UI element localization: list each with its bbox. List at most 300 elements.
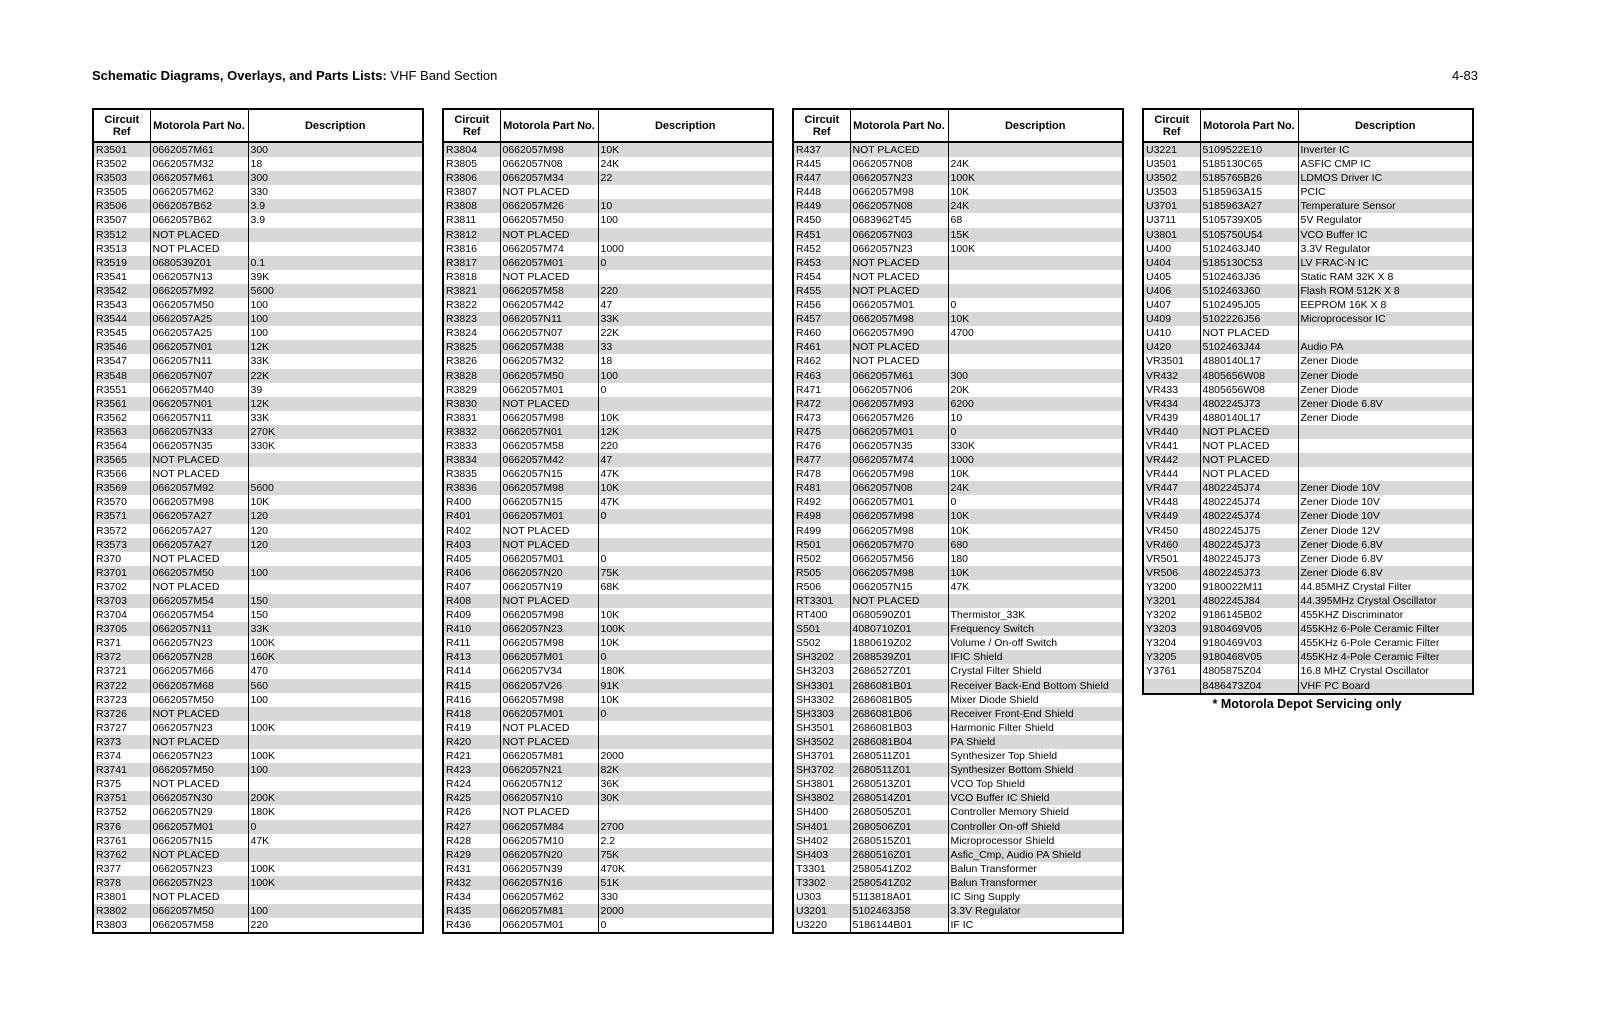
cell-circuit-ref: R431 <box>443 862 500 876</box>
table-row <box>1143 664 1473 678</box>
cell-part-no: NOT PLACED <box>850 354 948 368</box>
parts-table-3 <box>792 108 1124 934</box>
cell-part-no: 0662057M98 <box>850 467 948 481</box>
cell-part-no: NOT PLACED <box>500 228 598 242</box>
table-row <box>93 157 423 171</box>
cell-part-no: 1880619Z02 <box>850 636 948 650</box>
cell-part-no: 0662057N15 <box>500 495 598 509</box>
cell-description: Zener Diode <box>1298 411 1473 425</box>
cell-part-no: 2680511Z01 <box>850 763 948 777</box>
cell-part-no: 4080710Z01 <box>850 622 948 636</box>
table-row <box>1143 608 1473 622</box>
cell-circuit-ref: R432 <box>443 876 500 890</box>
table-row <box>93 566 423 580</box>
cell-circuit-ref: Y3200 <box>1143 580 1200 594</box>
table-row <box>93 735 423 749</box>
table-row <box>793 777 1123 791</box>
cell-circuit-ref: R419 <box>443 721 500 735</box>
table-body <box>443 142 773 933</box>
table-row <box>443 228 773 242</box>
cell-description: Zener Diode <box>1298 354 1473 368</box>
cell-circuit-ref: R371 <box>93 636 150 650</box>
cell-part-no: 0662057M26 <box>850 411 948 425</box>
cell-part-no: 4802245J74 <box>1200 495 1298 509</box>
cell-part-no: 2580541Z02 <box>850 862 948 876</box>
table-row <box>793 481 1123 495</box>
cell-description: VCO Buffer IC Shield <box>948 791 1123 805</box>
cell-part-no: NOT PLACED <box>500 538 598 552</box>
table-row <box>793 369 1123 383</box>
cell-part-no: 0662057N15 <box>500 467 598 481</box>
table-row <box>443 636 773 650</box>
cell-circuit-ref: R3722 <box>93 679 150 693</box>
cell-description: 33K <box>598 312 773 326</box>
cell-circuit-ref: R437 <box>793 142 850 157</box>
cell-description: 100 <box>598 213 773 227</box>
cell-part-no: 0662057N08 <box>850 157 948 171</box>
table-row <box>793 199 1123 213</box>
cell-description: 100K <box>248 876 423 890</box>
cell-description: 2700 <box>598 820 773 834</box>
cell-description: 160K <box>248 650 423 664</box>
cell-description: EEPROM 16K X 8 <box>1298 298 1473 312</box>
cell-circuit-ref: U3502 <box>1143 171 1200 185</box>
cell-circuit-ref: R3544 <box>93 312 150 326</box>
table-row <box>443 256 773 270</box>
page-header-title: Schematic Diagrams, Overlays, and Parts Lists: <box>92 68 387 83</box>
cell-part-no: 0662057N15 <box>850 580 948 594</box>
table-row <box>443 707 773 721</box>
cell-circuit-ref: R498 <box>793 509 850 523</box>
cell-description <box>248 848 423 862</box>
cell-part-no: NOT PLACED <box>150 467 248 481</box>
cell-circuit-ref: R454 <box>793 270 850 284</box>
cell-part-no: 2680513Z01 <box>850 777 948 791</box>
cell-part-no: 0662057M50 <box>150 763 248 777</box>
cell-description <box>1298 425 1473 439</box>
cell-description: VCO Buffer IC <box>1298 228 1473 242</box>
cell-description: 150 <box>248 608 423 622</box>
table-row <box>93 495 423 509</box>
cell-description <box>948 284 1123 298</box>
cell-part-no: NOT PLACED <box>1200 453 1298 467</box>
cell-description: 100K <box>248 749 423 763</box>
cell-description: 22K <box>598 326 773 340</box>
header-row <box>793 109 1123 142</box>
cell-circuit-ref: R492 <box>793 495 850 509</box>
cell-description: Zener Diode <box>1298 383 1473 397</box>
cell-circuit-ref: Y3761 <box>1143 664 1200 678</box>
cell-description: 47K <box>598 495 773 509</box>
table-row <box>443 735 773 749</box>
cell-part-no: 0662057M92 <box>150 284 248 298</box>
cell-part-no: 2686081B05 <box>850 693 948 707</box>
cell-part-no: 0662057N12 <box>500 777 598 791</box>
cell-part-no: 0662057M01 <box>500 707 598 721</box>
table-row <box>793 326 1123 340</box>
cell-part-no: 0662057N08 <box>850 199 948 213</box>
cell-circuit-ref: U3503 <box>1143 185 1200 199</box>
table-row <box>793 453 1123 467</box>
cell-circuit-ref: R501 <box>793 538 850 552</box>
cell-circuit-ref: U3801 <box>1143 228 1200 242</box>
column-header-part-no: Motorola Part No. <box>150 109 248 142</box>
cell-description: 20K <box>948 383 1123 397</box>
cell-description: 10K <box>948 185 1123 199</box>
cell-description: Crystal Filter Shield <box>948 664 1123 678</box>
cell-description: 10K <box>948 524 1123 538</box>
cell-part-no: 4802245J74 <box>1200 481 1298 495</box>
cell-part-no: 0662057N08 <box>500 157 598 171</box>
table-row <box>793 383 1123 397</box>
cell-description: IF IC <box>948 918 1123 933</box>
column-header-description: Description <box>948 109 1123 142</box>
cell-description: 3.3V Regulator <box>948 904 1123 918</box>
cell-part-no: 0662057M68 <box>150 679 248 693</box>
cell-circuit-ref: R3562 <box>93 411 150 425</box>
cell-part-no: 0662057M34 <box>500 171 598 185</box>
cell-part-no: 0662057M98 <box>500 411 598 425</box>
cell-description: 68 <box>948 213 1123 227</box>
cell-part-no: 5113818A01 <box>850 890 948 904</box>
cell-part-no: 2686081B06 <box>850 707 948 721</box>
cell-circuit-ref: U405 <box>1143 270 1200 284</box>
cell-circuit-ref: R425 <box>443 791 500 805</box>
table-row <box>443 749 773 763</box>
cell-part-no: 2680506Z01 <box>850 820 948 834</box>
cell-circuit-ref: VR506 <box>1143 566 1200 580</box>
cell-description: IC Sing Supply <box>948 890 1123 904</box>
cell-description <box>248 777 423 791</box>
table-row <box>793 467 1123 481</box>
cell-description: 100K <box>248 636 423 650</box>
column-header-circuit-ref: Circuit Ref <box>793 109 850 142</box>
cell-part-no: 0662057M50 <box>150 904 248 918</box>
cell-part-no: 0662057N15 <box>150 834 248 848</box>
cell-description <box>598 228 773 242</box>
table-row <box>93 340 423 354</box>
cell-description: 47K <box>248 834 423 848</box>
table-row <box>793 820 1123 834</box>
table-row <box>793 707 1123 721</box>
cell-circuit-ref: R3761 <box>93 834 150 848</box>
cell-part-no: 0662057M01 <box>150 820 248 834</box>
cell-part-no: NOT PLACED <box>850 340 948 354</box>
table-row <box>443 270 773 284</box>
cell-description: Microprocessor IC <box>1298 312 1473 326</box>
cell-circuit-ref: R3564 <box>93 439 150 453</box>
table-row <box>1143 185 1473 199</box>
table-row <box>93 270 423 284</box>
cell-circuit-ref: R3548 <box>93 369 150 383</box>
depot-servicing-footnote: * Motorola Depot Servicing only <box>1212 697 1402 711</box>
cell-circuit-ref: T3302 <box>793 876 850 890</box>
cell-circuit-ref: R3561 <box>93 397 150 411</box>
cell-circuit-ref: U3201 <box>793 904 850 918</box>
table-row <box>443 142 773 157</box>
cell-description <box>248 453 423 467</box>
cell-description: 24K <box>948 199 1123 213</box>
cell-description: 0.1 <box>248 256 423 270</box>
table-row <box>93 862 423 876</box>
cell-description: 180K <box>248 805 423 819</box>
cell-part-no: 0662057M62 <box>150 185 248 199</box>
cell-circuit-ref: R457 <box>793 312 850 326</box>
cell-description: 0 <box>948 425 1123 439</box>
cell-part-no: 0662057M01 <box>850 495 948 509</box>
cell-circuit-ref: SH3501 <box>793 721 850 735</box>
cell-part-no: NOT PLACED <box>150 848 248 862</box>
cell-part-no: 4802245J73 <box>1200 552 1298 566</box>
table-header <box>1143 109 1473 142</box>
cell-part-no: NOT PLACED <box>500 397 598 411</box>
cell-circuit-ref: R3816 <box>443 242 500 256</box>
cell-circuit-ref: R3501 <box>93 142 150 157</box>
cell-part-no: 0662057M58 <box>500 284 598 298</box>
cell-circuit-ref: R499 <box>793 524 850 538</box>
cell-part-no: 0662057A25 <box>150 326 248 340</box>
cell-description: 0 <box>248 820 423 834</box>
cell-part-no: 0662057M61 <box>150 142 248 157</box>
cell-part-no: 0662057M98 <box>150 495 248 509</box>
cell-part-no: 0662057M81 <box>500 749 598 763</box>
cell-part-no: 4802245J75 <box>1200 524 1298 538</box>
table-row <box>1143 524 1473 538</box>
table-row <box>793 693 1123 707</box>
table-row <box>443 369 773 383</box>
cell-part-no: 0662057M01 <box>500 650 598 664</box>
table-row <box>793 876 1123 890</box>
cell-part-no: NOT PLACED <box>850 270 948 284</box>
cell-circuit-ref: Y3205 <box>1143 650 1200 664</box>
cell-description: LV FRAC-N IC <box>1298 256 1473 270</box>
table-row <box>1143 679 1473 694</box>
cell-circuit-ref: R3502 <box>93 157 150 171</box>
cell-part-no: NOT PLACED <box>850 594 948 608</box>
table-row <box>93 298 423 312</box>
cell-part-no: 0662057N16 <box>500 876 598 890</box>
cell-part-no: 0662057M50 <box>150 693 248 707</box>
cell-description: 455KHZ Discriminator <box>1298 608 1473 622</box>
cell-description <box>598 805 773 819</box>
cell-circuit-ref: R450 <box>793 213 850 227</box>
cell-description: Zener Diode 10V <box>1298 509 1473 523</box>
cell-circuit-ref: R415 <box>443 679 500 693</box>
cell-part-no: 9186145B02 <box>1200 608 1298 622</box>
cell-circuit-ref: U400 <box>1143 242 1200 256</box>
table-row <box>93 185 423 199</box>
cell-circuit-ref: R3701 <box>93 566 150 580</box>
table-row <box>793 566 1123 580</box>
cell-part-no: NOT PLACED <box>500 185 598 199</box>
cell-part-no: NOT PLACED <box>150 735 248 749</box>
cell-circuit-ref: U407 <box>1143 298 1200 312</box>
cell-circuit-ref: U406 <box>1143 284 1200 298</box>
cell-description: 680 <box>948 538 1123 552</box>
cell-part-no: 0662057V26 <box>500 679 598 693</box>
table-row <box>93 383 423 397</box>
cell-part-no: 0662057M98 <box>500 142 598 157</box>
table-row <box>443 326 773 340</box>
cell-part-no: 0662057A27 <box>150 509 248 523</box>
cell-circuit-ref: R3825 <box>443 340 500 354</box>
cell-part-no: 0662057N07 <box>150 369 248 383</box>
cell-part-no: 5109522E10 <box>1200 142 1298 157</box>
cell-part-no: 0680590Z01 <box>850 608 948 622</box>
cell-description: 100K <box>248 721 423 735</box>
cell-circuit-ref: R3727 <box>93 721 150 735</box>
cell-circuit-ref: R3802 <box>93 904 150 918</box>
cell-part-no: 0662057M40 <box>150 383 248 397</box>
cell-part-no: NOT PLACED <box>150 777 248 791</box>
table-row <box>1143 538 1473 552</box>
cell-part-no: 0662057M26 <box>500 199 598 213</box>
cell-part-no: 0662057M50 <box>500 369 598 383</box>
page-number: 4-83 <box>1452 68 1479 83</box>
cell-part-no: 0662057N20 <box>500 566 598 580</box>
cell-part-no: 0680539Z01 <box>150 256 248 270</box>
cell-part-no: 0662057M90 <box>850 326 948 340</box>
cell-part-no: 0662057M01 <box>850 298 948 312</box>
cell-description: 6200 <box>948 397 1123 411</box>
table-row <box>93 777 423 791</box>
cell-description: 0 <box>598 650 773 664</box>
column-header-part-no: Motorola Part No. <box>500 109 598 142</box>
table-row <box>1143 495 1473 509</box>
table-row <box>1143 284 1473 298</box>
table-row <box>443 242 773 256</box>
table-row <box>793 397 1123 411</box>
cell-part-no: 5102463J44 <box>1200 340 1298 354</box>
cell-circuit-ref: R472 <box>793 397 850 411</box>
cell-part-no: 2580541Z02 <box>850 876 948 890</box>
cell-description: 455KHz 6-Pole Ceramic Filter <box>1298 636 1473 650</box>
table-row <box>93 834 423 848</box>
table-row <box>93 538 423 552</box>
cell-description: 15K <box>948 228 1123 242</box>
cell-circuit-ref: R3803 <box>93 918 150 933</box>
cell-part-no: 5105750U54 <box>1200 228 1298 242</box>
cell-part-no: 0662057M66 <box>150 664 248 678</box>
cell-description: 270K <box>248 425 423 439</box>
cell-circuit-ref: R481 <box>793 481 850 495</box>
cell-part-no: 5186144B01 <box>850 918 948 933</box>
column-header-circuit-ref: Circuit Ref <box>443 109 500 142</box>
cell-description: Asfic_Cmp, Audio PA Shield <box>948 848 1123 862</box>
cell-description: 10 <box>948 411 1123 425</box>
cell-part-no: 5185765B26 <box>1200 171 1298 185</box>
table-row <box>93 876 423 890</box>
cell-description: 220 <box>598 439 773 453</box>
cell-circuit-ref: R423 <box>443 763 500 777</box>
cell-part-no: 5185130C53 <box>1200 256 1298 270</box>
cell-circuit-ref: R3569 <box>93 481 150 495</box>
column-header-part-no: Motorola Part No. <box>850 109 948 142</box>
cell-description: Static RAM 32K X 8 <box>1298 270 1473 284</box>
column-header-circuit-ref: Circuit Ref <box>1143 109 1200 142</box>
table-row <box>1143 199 1473 213</box>
column-header-description: Description <box>1298 109 1473 142</box>
cell-circuit-ref: R461 <box>793 340 850 354</box>
cell-description: 330 <box>248 185 423 199</box>
cell-circuit-ref: R451 <box>793 228 850 242</box>
table-row <box>1143 481 1473 495</box>
table-row <box>443 495 773 509</box>
table-row <box>93 791 423 805</box>
cell-circuit-ref: SH3202 <box>793 650 850 664</box>
cell-circuit-ref: Y3202 <box>1143 608 1200 622</box>
table-row <box>443 862 773 876</box>
cell-description <box>948 256 1123 270</box>
table-row <box>793 735 1123 749</box>
cell-circuit-ref: R3705 <box>93 622 150 636</box>
cell-part-no: 0662057N33 <box>150 425 248 439</box>
cell-part-no: 0662057M98 <box>500 481 598 495</box>
cell-circuit-ref: R3751 <box>93 791 150 805</box>
cell-part-no: 0662057N11 <box>150 354 248 368</box>
cell-description: 75K <box>598 566 773 580</box>
table-row <box>93 622 423 636</box>
page-header-section: VHF Band Section <box>386 68 498 83</box>
table-row <box>793 340 1123 354</box>
cell-part-no: 0662057N23 <box>500 622 598 636</box>
cell-circuit-ref: VR444 <box>1143 467 1200 481</box>
cell-circuit-ref: R3703 <box>93 594 150 608</box>
table-row <box>793 749 1123 763</box>
cell-circuit-ref: R407 <box>443 580 500 594</box>
cell-part-no: NOT PLACED <box>150 453 248 467</box>
cell-part-no: 0662057M32 <box>500 354 598 368</box>
cell-circuit-ref: VR442 <box>1143 453 1200 467</box>
cell-part-no: 5102463J40 <box>1200 242 1298 256</box>
cell-part-no: 0662057N28 <box>150 650 248 664</box>
cell-part-no: 5102463J58 <box>850 904 948 918</box>
cell-part-no: 8486473Z04 <box>1200 679 1298 694</box>
table-row <box>93 918 423 933</box>
table-row <box>1143 425 1473 439</box>
cell-circuit-ref: R3541 <box>93 270 150 284</box>
table-row <box>443 171 773 185</box>
cell-description: Temperature Sensor <box>1298 199 1473 213</box>
table-row <box>793 608 1123 622</box>
table-body <box>793 142 1123 933</box>
table-row <box>93 707 423 721</box>
cell-part-no: 0662057N30 <box>150 791 248 805</box>
cell-part-no: 0662057M10 <box>500 834 598 848</box>
table-row <box>793 552 1123 566</box>
cell-circuit-ref: VR460 <box>1143 538 1200 552</box>
cell-part-no: 0662057M01 <box>500 256 598 270</box>
cell-description: 300 <box>948 369 1123 383</box>
table-row <box>1143 411 1473 425</box>
cell-circuit-ref: R408 <box>443 594 500 608</box>
cell-circuit-ref: R3832 <box>443 425 500 439</box>
cell-description <box>598 397 773 411</box>
cell-part-no: 0662057M54 <box>150 594 248 608</box>
cell-description: 44.85MHZ Crystal Filter <box>1298 580 1473 594</box>
cell-part-no: 0662057M58 <box>150 918 248 933</box>
cell-part-no: 9180468V05 <box>1200 650 1298 664</box>
cell-circuit-ref: VR448 <box>1143 495 1200 509</box>
table-row <box>443 622 773 636</box>
table-row <box>443 199 773 213</box>
cell-circuit-ref: R413 <box>443 650 500 664</box>
cell-circuit-ref: R462 <box>793 354 850 368</box>
cell-description <box>598 538 773 552</box>
cell-part-no: 2686081B03 <box>850 721 948 735</box>
cell-circuit-ref: R3704 <box>93 608 150 622</box>
table-row <box>793 664 1123 678</box>
